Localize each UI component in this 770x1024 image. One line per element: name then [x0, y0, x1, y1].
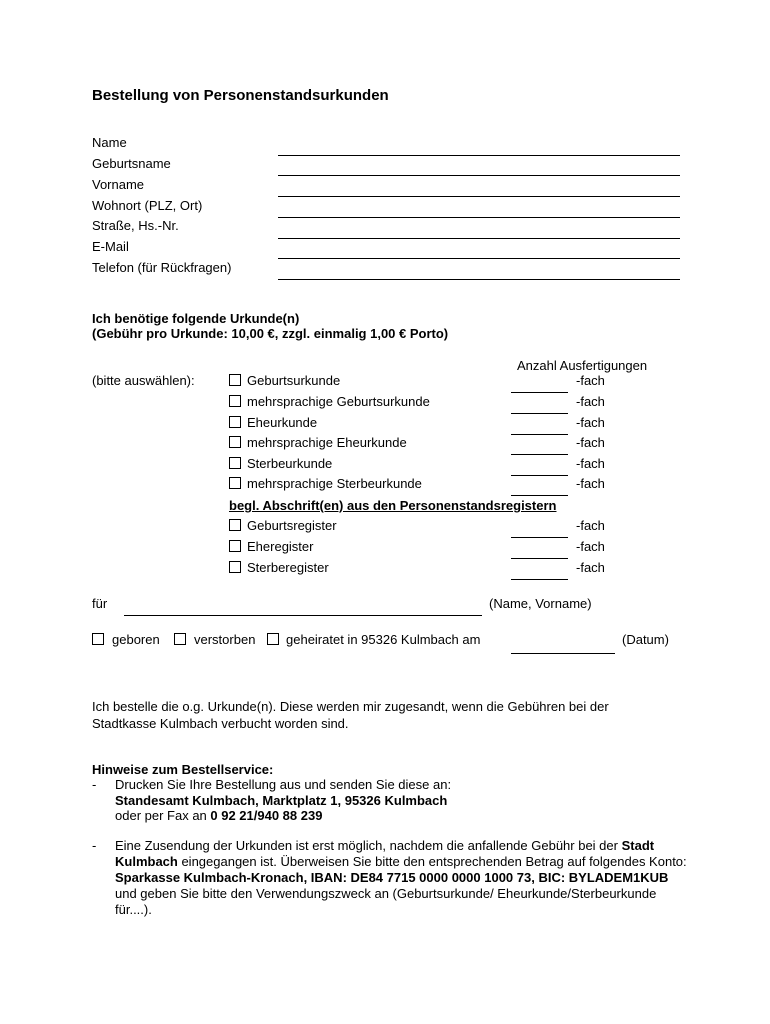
- order-text: Ich bestelle die o.g. Urkunde(n). Diese werden mir zugesandt, wenn die Gebühren bei der Stadtkasse Kulmbach verbucht worden sind.: [92, 699, 609, 731]
- fax-prefix: oder per Fax an: [115, 808, 211, 823]
- label-street: Straße, Hs.-Nr.: [92, 218, 179, 233]
- copies-marriage-register[interactable]: [511, 558, 568, 559]
- label-birth-name: Geburtsname: [92, 156, 171, 171]
- label-multilingual-birth-certificate: mehrsprachige Geburtsurkunde: [247, 394, 430, 409]
- fax-number: 0 92 21/940 88 239: [210, 808, 323, 823]
- checkbox-marriage-certificate[interactable]: [229, 416, 241, 428]
- copies-marriage-certificate[interactable]: [511, 434, 568, 435]
- notes-address: Standesamt Kulmbach, Marktplatz 1, 95326 Kulmbach: [115, 793, 448, 808]
- copies-death-register[interactable]: [511, 579, 568, 580]
- item2-text3: und geben Sie bitte den Verwendungszweck an (Geburtsurkunde/ Eheurkunde/Sterbeurkunde für....).: [115, 886, 657, 917]
- checkbox-born[interactable]: [92, 633, 104, 645]
- label-death-certificate: Sterbeurkunde: [247, 456, 333, 471]
- checkbox-death-register[interactable]: [229, 561, 241, 573]
- phone-field[interactable]: [278, 279, 680, 280]
- first-name-field[interactable]: [278, 196, 680, 197]
- fach-suffix: -fach: [576, 456, 605, 471]
- checkbox-death-certificate[interactable]: [229, 457, 241, 469]
- label-birth-certificate: Geburtsurkunde: [247, 373, 341, 388]
- label-marriage-certificate: Eheurkunde: [247, 415, 318, 430]
- copies-birth-certificate[interactable]: [511, 392, 568, 393]
- street-field[interactable]: [278, 238, 680, 239]
- notes-item1-line1: Drucken Sie Ihre Bestellung aus und senden Sie diese an:: [115, 777, 452, 792]
- notes-heading: Hinweise zum Bestellservice:: [92, 762, 274, 777]
- documents-heading-line1: Ich benötige folgende Urkunde(n): [92, 311, 300, 326]
- item2-bold2: Sparkasse Kulmbach-Kronach, IBAN: DE84 7715 0000 0000 1000 73, BIC: BYLADEM1KUB: [115, 870, 669, 885]
- copies-birth-register[interactable]: [511, 537, 568, 538]
- notes-item2: [115, 838, 687, 918]
- checkbox-multilingual-birth-certificate[interactable]: [229, 395, 241, 407]
- fach-suffix: -fach: [576, 476, 605, 491]
- label-residence: Wohnort (PLZ, Ort): [92, 198, 203, 213]
- documents-heading-line2: (Gebühr pro Urkunde: 10,00 €, zzgl. einmalig 1,00 € Porto): [92, 326, 449, 341]
- checkbox-birth-certificate[interactable]: [229, 374, 241, 386]
- email-field[interactable]: [278, 258, 680, 259]
- label-died: verstorben: [194, 632, 256, 647]
- fach-suffix: -fach: [576, 415, 605, 430]
- copies-header: Anzahl Ausfertigungen: [517, 358, 648, 373]
- label-email: E-Mail: [92, 239, 129, 254]
- copies-multilingual-marriage-certificate[interactable]: [511, 454, 568, 455]
- checkbox-married[interactable]: [267, 633, 279, 645]
- fach-suffix: -fach: [576, 373, 605, 388]
- label-birth-register: Geburtsregister: [247, 518, 337, 533]
- page-title: Bestellung von Personenstandsurkunden: [92, 87, 389, 104]
- label-married: geheiratet in 95326 Kulmbach am: [286, 632, 481, 647]
- for-label: für: [92, 596, 108, 611]
- label-multilingual-marriage-certificate: mehrsprachige Eheurkunde: [247, 435, 407, 450]
- bullet-dash: -: [92, 777, 97, 792]
- label-name: Name: [92, 135, 127, 150]
- for-hint: (Name, Vorname): [489, 596, 592, 611]
- fach-suffix: -fach: [576, 435, 605, 450]
- label-phone: Telefon (für Rückfragen): [92, 260, 232, 275]
- register-heading: begl. Abschrift(en) aus den Personenstandsregistern: [229, 498, 557, 513]
- copies-death-certificate[interactable]: [511, 475, 568, 476]
- label-marriage-register: Eheregister: [247, 539, 314, 554]
- copies-multilingual-birth-certificate[interactable]: [511, 413, 568, 414]
- item2-text2: eingegangen ist. Überweisen Sie bitte den entsprechenden Betrag auf folgendes Konto:: [177, 854, 687, 869]
- birth-name-field[interactable]: [278, 175, 680, 176]
- item2-text1: Eine Zusendung der Urkunden ist erst möglich, nachdem die anfallende Gebühr bei der: [115, 838, 622, 853]
- date-hint: (Datum): [622, 632, 669, 647]
- label-born: geboren: [112, 632, 160, 647]
- label-death-register: Sterberegister: [247, 560, 329, 575]
- checkbox-multilingual-marriage-certificate[interactable]: [229, 436, 241, 448]
- name-field[interactable]: [278, 155, 680, 156]
- checkbox-died[interactable]: [174, 633, 186, 645]
- checkbox-birth-register[interactable]: [229, 519, 241, 531]
- label-multilingual-death-certificate: mehrsprachige Sterbeurkunde: [247, 476, 422, 491]
- residence-field[interactable]: [278, 217, 680, 218]
- notes-fax-line: [115, 808, 322, 823]
- date-field[interactable]: [511, 653, 615, 654]
- fach-suffix: -fach: [576, 394, 605, 409]
- fach-suffix: -fach: [576, 518, 605, 533]
- copies-multilingual-death-certificate[interactable]: [511, 495, 568, 496]
- item2-bold1: Stadt Kulmbach: [115, 838, 655, 869]
- for-name-field[interactable]: [124, 615, 482, 616]
- fach-suffix: -fach: [576, 539, 605, 554]
- label-first-name: Vorname: [92, 177, 145, 192]
- fach-suffix: -fach: [576, 560, 605, 575]
- select-label: (bitte auswählen):: [92, 373, 195, 388]
- checkbox-marriage-register[interactable]: [229, 540, 241, 552]
- bullet-dash: -: [92, 838, 97, 853]
- checkbox-multilingual-death-certificate[interactable]: [229, 477, 241, 489]
